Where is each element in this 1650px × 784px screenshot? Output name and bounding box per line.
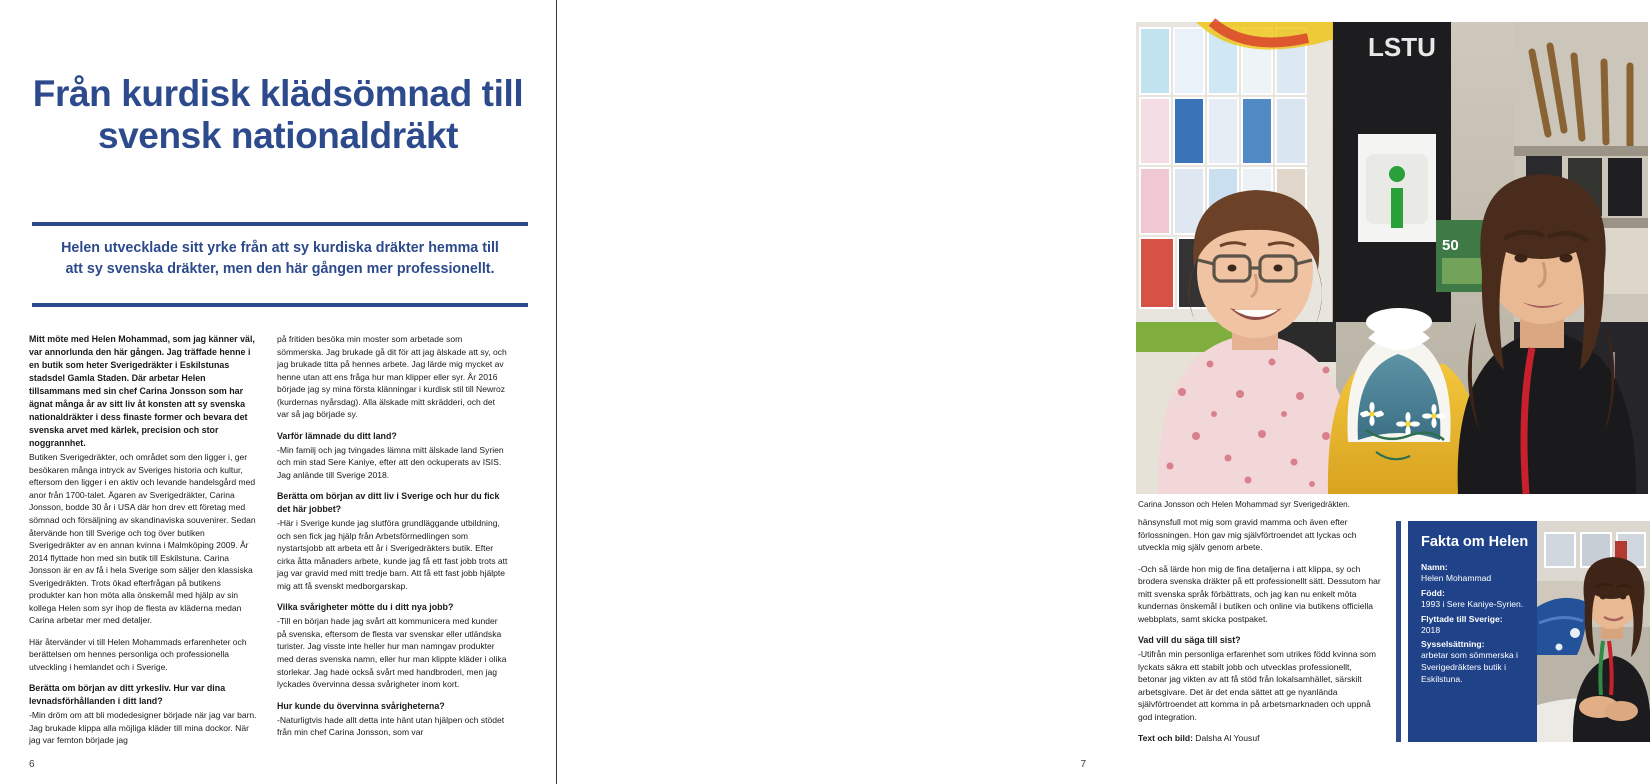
fact-box-content — [1421, 534, 1533, 687]
body-column-2 — [277, 333, 509, 748]
fact-box-photo — [1537, 521, 1650, 742]
fact-label: Född: — [1421, 587, 1445, 598]
answer-paragraph: -Naturligtvis hade allt detta inte hänt utan hjälpen och stödet från min chef Carina Jonsson, som var — [277, 714, 505, 738]
svg-text:50: 50 — [1442, 237, 1459, 254]
question-heading: Hur kunde du övervinna svårigheterna? — [277, 700, 445, 711]
fact-row-namn — [1421, 561, 1533, 585]
fact-label: Namn: — [1421, 562, 1448, 573]
fact-value: Helen Mohammad — [1421, 573, 1492, 584]
fact-row-fodd — [1421, 587, 1533, 611]
page-number-right: 7 — [1080, 759, 1086, 770]
byline-label: Text och bild: — [1138, 733, 1193, 744]
svg-text:LSTU: LSTU — [1368, 32, 1436, 62]
answer-paragraph: på fritiden besöka min moster som arbetade som sömmerska. Jag brukade gå dit för att jag älskade att sy, och jag brukade titta på hennes arbete. Jag lärde mig mycket av henne utan att ens fråga hur man klipper eller syr. År 2016 började jag sy mina första klänningar i kurdisk stil till Newroz (kurdernas nyårsdag). Alla älskade mitt skrädderi, och det var så jag började sy. — [277, 334, 507, 420]
page-number-left: 6 — [29, 759, 35, 770]
fact-box-accent-bar — [1396, 521, 1401, 742]
standfirst: Helen utvecklade sitt yrke från att sy kurdiska dräkter hemma till att sy svenska dräkter, men den här gången mer professionellt. — [61, 240, 499, 278]
byline-name: Dalsha Al Yousuf — [1195, 733, 1260, 744]
answer-paragraph: hänsynsfull mot mig som gravid mamma och även efter förlossningen. Hon gav mig självförtroendet att lyckas och utveckla mig själv genom arbete. — [1138, 517, 1357, 553]
paragraph: Butiken Sverigedräkter, och området som den ligger i, ger besökaren många intryck av Sveriges historia och kultur, eftersom den ligger i en aktiv och levande handelsgård med anor från 1700-talet. Ägaren av Sverigedräkter, Carina Jonsson, bodde 30 år i USA där hon drev ett företag med sömnad och försäljning av skandinaviska souvenirer. Sedan återvände hon till Sverige och tog över butiken Sverigedräkter av en annan kvinna i Malmköping 2009. År 2014 flyttade hon med sin butik till Eskilstuna. Carina Jonsson är en av få i hela Sverige som säljer den klassiska Sverigedräkten. Trots ökad efterfrågan på butikens produkter kan hon möta alla önskemål med hjälp av sin kollega Helen som syr ihop de flesta av kläderna medan Carina arbetar mer med detaljer. — [29, 452, 256, 626]
photo-caption: Carina Jonsson och Helen Mohammad syr Sverigedräkten. — [1138, 500, 1350, 509]
fact-row-flyttade — [1421, 613, 1533, 637]
standfirst-rule-top — [32, 222, 528, 226]
fact-label: Sysselsättning: — [1421, 639, 1485, 650]
question-heading: Varför lämnade du ditt land? — [277, 430, 397, 441]
question-heading: Vilka svårigheter mötte du i ditt nya jobb? — [277, 602, 454, 613]
page-title: Från kurdisk klädsömnad till svensk nationaldräkt — [32, 72, 524, 156]
answer-paragraph: -Till en början hade jag svårt att kommunicera med kunder på svenska, eftersom de flesta var svenskar eller utländska turister. Jag visste inte heller hur man namngav produkter med deras svenska namn, eller hur man klippte kläder i olika storlekar. Jag hade också svårt med handbroderi, men jag lyckades övervinna dessa svårigheter inom kort. — [277, 616, 507, 690]
fact-box-photo-graphic — [1537, 521, 1650, 742]
standfirst-rule-bottom — [32, 303, 528, 307]
fact-value: arbetar som sömmerska i Sverigedräkters butik i Eskilstuna. — [1421, 650, 1518, 684]
answer-paragraph: -Min familj och jag tvingades lämna mitt älskade land Syrien och min stad Sere Kaniye, efter att den ockuperats av ISIS. Jag anlände till Sverige 2018. — [277, 444, 504, 480]
answer-paragraph: -Och så lärde hon mig de fina detaljerna i att klippa, sy och brodera svenska dräkter på ett professionellt sätt. Dessutom har mitt svenska språk förbättrats, och jag kan nu enkelt möta kundernas önskemål i butiken och online via butikens officiella webbplats, samt skicka postpaket. — [1138, 563, 1381, 624]
page-right — [557, 0, 1529, 784]
main-photo-graphic — [1136, 22, 1648, 494]
page-left — [0, 0, 556, 784]
question-heading: Berätta om början av ditt liv i Sverige och hur du fick det här jobbet? — [277, 491, 500, 515]
fact-value: 2018 — [1421, 624, 1441, 635]
question-heading: Berätta om början av ditt yrkesliv. Hur var dina levnadsförhållanden i ditt land? — [29, 683, 226, 707]
paragraph: Här återvänder vi till Helen Mohammads erfarenheter och berättelsen om hennes personliga och professionella utveckling i hemlandet och i Sverige. — [29, 636, 247, 672]
main-photo — [1136, 22, 1648, 494]
answer-paragraph: -Utifrån min personliga erfarenhet som utrikes född kvinna som lyckats säkra ett stabilt jobb och utvecklas professionellt, betonar jag vikten av att få stöd från lokalsamhället, särskilt arbetsgivare. Det är det enda sättet att ge nyanlända självförtroendet att komma in på arbetsmarknaden och uppnå god integration. — [1138, 649, 1376, 722]
question-heading: Vad vill du säga till sist? — [1138, 635, 1241, 646]
body-column-1 — [29, 333, 258, 756]
fact-value: 1993 i Sere Kaniye-Syrien. — [1421, 598, 1524, 609]
body-column-3 — [1138, 516, 1381, 754]
fact-label: Flyttade till Sverige: — [1421, 613, 1503, 624]
fact-box — [1408, 521, 1650, 742]
fact-box-title: Fakta om Helen — [1421, 534, 1529, 550]
fact-row-sysselsattning — [1421, 638, 1533, 685]
paragraph-intro: Mitt möte med Helen Mohammad, som jag känner väl, var annorlunda den här gången. Jag träffade henne i en butik som heter Sverigedräkter i Eskilstunas stadsdel Gamla Staden. Där arbetar Helen tillsammans med sin chef Carina Jonsson som har ägnat många år av sitt liv åt konsten att sy svenska nationaldräkter i dess finaste former och bevara det svenska arvet med kärlek, precision och stor noggrannhet. — [29, 334, 255, 449]
byline-credit — [1138, 732, 1381, 745]
answer-paragraph: -Min dröm om att bli modedesigner började när jag var barn. Jag brukade klippa alla möjliga kläder till mina dockor. När jag var femton började jag — [29, 710, 257, 746]
answer-paragraph: -Här i Sverige kunde jag slutföra grundläggande utbildning, och sen fick jag hjälp från Arbetsförmedlingen som nystartsjobb att arbeta ett år i Sverigedräkters butik. Efter cirka åtta månaders arbete, kunde jag få ett fast jobb trots att jag var gravid med mitt tredje barn. Att få ett fast jobb hjälpte mig att få svenskt medborgarskap. — [277, 518, 508, 591]
